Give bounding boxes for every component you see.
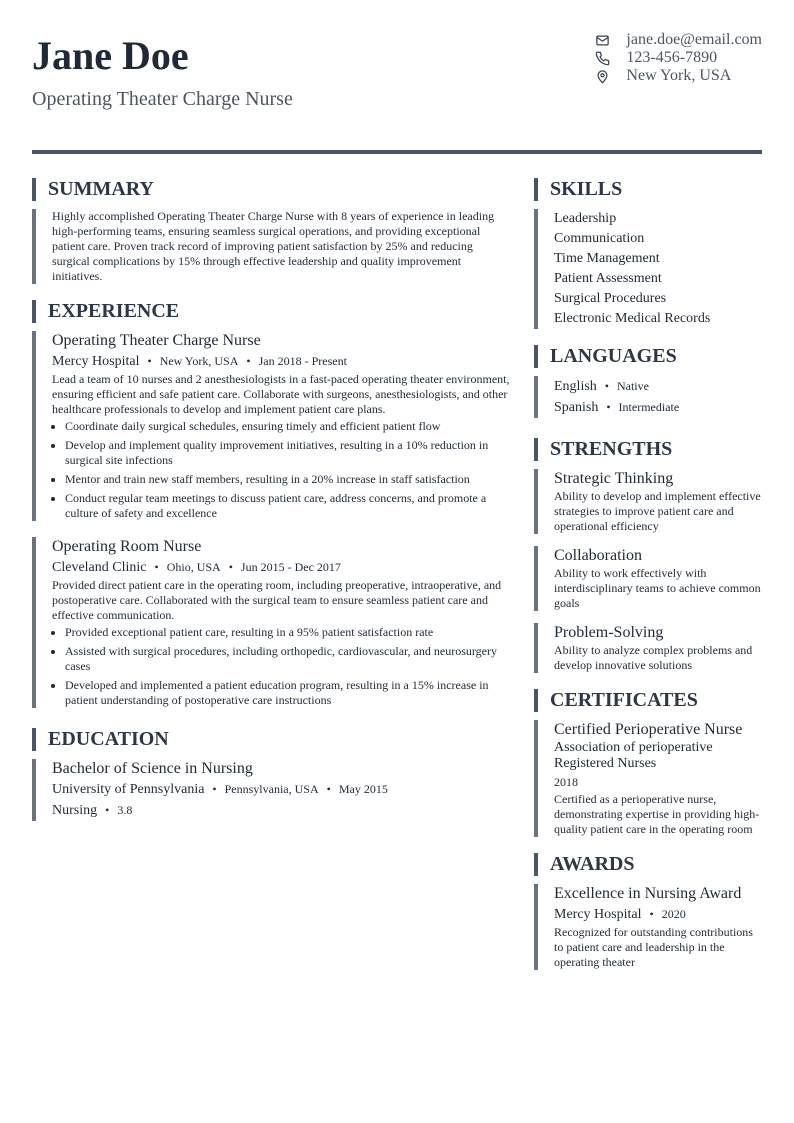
job-bullet: • Mentor and train new staff members, resulting in a 20% increase in staff satisfaction (65, 472, 512, 487)
job-dates: Jun 2015 - Dec 2017 (240, 560, 341, 574)
contact-email[interactable] (595, 31, 762, 49)
job-title: Operating Room Nurse (52, 538, 202, 555)
degree-title: Bachelor of Science in Nursing (52, 760, 253, 777)
awards-heading: AWARDS (534, 853, 762, 876)
job-description: Lead a team of 10 nurses and 2 anesthesiologists in a fast-paced operating theater environment, ensuring efficient and safe patient care. Collaborate with surgeons, anesthesiologists, and other healthcare professionals to develop and implement patient care plans. (52, 372, 510, 416)
school-location: Pennsylvania, USA (224, 782, 319, 796)
job-bullet: • Developed and implemented a patient education program, resulting in a 15% increase in patient understanding of postoperative care instructions (65, 678, 512, 708)
strength-item (534, 546, 762, 611)
certificate-year: 2018 (554, 775, 578, 789)
language-level: Native (616, 379, 649, 393)
award-issuer: Mercy Hospital (554, 907, 642, 922)
certificates-heading: CERTIFICATES (534, 689, 762, 712)
job-bullet: • Assisted with surgical procedures, including orthopedic, cardiovascular, and neurosurgery cases (65, 644, 512, 674)
strength-title: Collaboration (554, 547, 642, 564)
skill-item: Patient Assessment (554, 271, 662, 286)
strength-title: Problem-Solving (554, 624, 664, 641)
strength-item (534, 623, 762, 673)
languages-section (534, 376, 762, 418)
education-meta (52, 779, 512, 800)
certificate-title: Certified Perioperative Nurse (554, 721, 743, 738)
job-employer: Cleveland Clinic (52, 560, 147, 575)
right-column (534, 178, 762, 970)
job-employer: Mercy Hospital (52, 354, 140, 369)
school-name: University of Pennsylvania (52, 782, 205, 797)
language-item (554, 397, 762, 418)
summary-heading: SUMMARY (32, 178, 512, 201)
email-text: jane.doe@email.com (626, 31, 762, 48)
job-dates: Jan 2018 - Present (258, 354, 347, 368)
separator-dot: • (606, 400, 611, 414)
separator-dot: • (326, 782, 331, 796)
location-text: New York, USA (626, 67, 732, 84)
field-of-study: Nursing (52, 803, 98, 818)
experience-heading: EXPERIENCE (32, 300, 512, 323)
job-location: New York, USA (159, 354, 239, 368)
language-name: English (554, 379, 597, 394)
language-item (554, 376, 762, 397)
summary-text: Highly accomplished Operating Theater Charge Nurse with 8 years of experience in leading high-performing teams, ensuring seamless surgical operations, and providing exceptional patient care. Proven track record of improving patient satisfaction by 25% and reducing surgical complications by 15% through effective leadership and quality improvement initiatives. (52, 209, 495, 283)
contact-location (595, 67, 762, 85)
job-bullet: • Provided exceptional patient care, resulting in a 95% patient satisfaction rate (65, 625, 512, 640)
candidate-name: Jane Doe (32, 33, 189, 78)
strength-title: Strategic Thinking (554, 470, 674, 487)
location-pin-icon (595, 69, 610, 84)
phone-icon (595, 51, 610, 66)
language-level: Intermediate (618, 400, 680, 414)
job-description: Provided direct patient care in the operating room, including preoperative, intraoperative, and postoperative care. Collaborated with the surgical team to ensure seamless patient care and effective communication. (52, 578, 502, 622)
skills-heading: SKILLS (534, 178, 762, 201)
strengths-heading: STRENGTHS (534, 438, 762, 461)
skill-item: Time Management (554, 251, 660, 266)
certificate-desc: Certified as a perioperative nurse, demonstrating expertise in providing high-quality patient care in the operating room (554, 792, 760, 836)
job-entry (32, 537, 512, 708)
education-entry (32, 759, 512, 821)
separator-dot: • (228, 560, 233, 574)
strength-desc: Ability to analyze complex problems and develop innovative solutions (554, 643, 753, 672)
strength-desc: Ability to develop and implement effective strategies to improve patient care and operational efficiency (554, 489, 761, 533)
summary-section (32, 209, 512, 284)
job-title: Operating Theater Charge Nurse (52, 332, 261, 349)
skill-item: Electronic Medical Records (554, 311, 711, 326)
education-heading: EDUCATION (32, 728, 512, 751)
award-entry (534, 884, 762, 970)
job-location: Ohio, USA (166, 560, 221, 574)
languages-heading: LANGUAGES (534, 345, 762, 368)
job-bullet: • Develop and implement quality improvement initiatives, resulting in a 10% reduction in surgical site infections (65, 438, 512, 468)
job-meta (52, 557, 512, 578)
job-bullets (52, 419, 512, 521)
skill-item: Surgical Procedures (554, 291, 667, 306)
certificate-issuer: Association of perioperative Registered Nurses (554, 740, 713, 771)
graduation-date: May 2015 (338, 782, 388, 796)
skill-item: Leadership (554, 211, 617, 226)
job-bullet: • Coordinate daily surgical schedules, ensuring timely and efficient patient flow (65, 419, 512, 434)
skill-item: Communication (554, 231, 645, 246)
award-desc: Recognized for outstanding contributions to patient care and leadership in the operating theater (554, 925, 753, 969)
contact-block (595, 31, 762, 85)
contact-phone[interactable] (595, 49, 762, 67)
job-entry (32, 331, 512, 521)
mail-icon (595, 33, 610, 48)
separator-dot: • (649, 907, 654, 921)
language-name: Spanish (554, 400, 599, 415)
award-year: 2020 (661, 907, 686, 921)
strength-item (534, 469, 762, 534)
candidate-title: Operating Theater Charge Nurse (32, 88, 293, 110)
skills-section (534, 209, 762, 329)
left-column (32, 178, 512, 821)
education-field-row (52, 800, 512, 821)
award-title: Excellence in Nursing Award (554, 885, 742, 902)
strength-desc: Ability to work effectively with interdisciplinary teams to achieve common goals (554, 566, 761, 610)
phone-text: 123-456-7890 (626, 49, 718, 66)
separator-dot: • (147, 354, 152, 368)
certificate-entry (534, 720, 762, 837)
separator-dot: • (154, 560, 159, 574)
job-meta (52, 351, 512, 372)
gpa-value: 3.8 (117, 803, 133, 817)
separator-dot: • (604, 379, 609, 393)
separator-dot: • (246, 354, 251, 368)
award-meta (554, 904, 762, 925)
separator-dot: • (212, 782, 217, 796)
header-divider (32, 150, 762, 154)
job-bullet: • Conduct regular team meetings to discuss patient care, address concerns, and promote a culture of safety and excellence (65, 491, 512, 521)
job-bullets (52, 625, 512, 708)
separator-dot: • (105, 803, 110, 817)
